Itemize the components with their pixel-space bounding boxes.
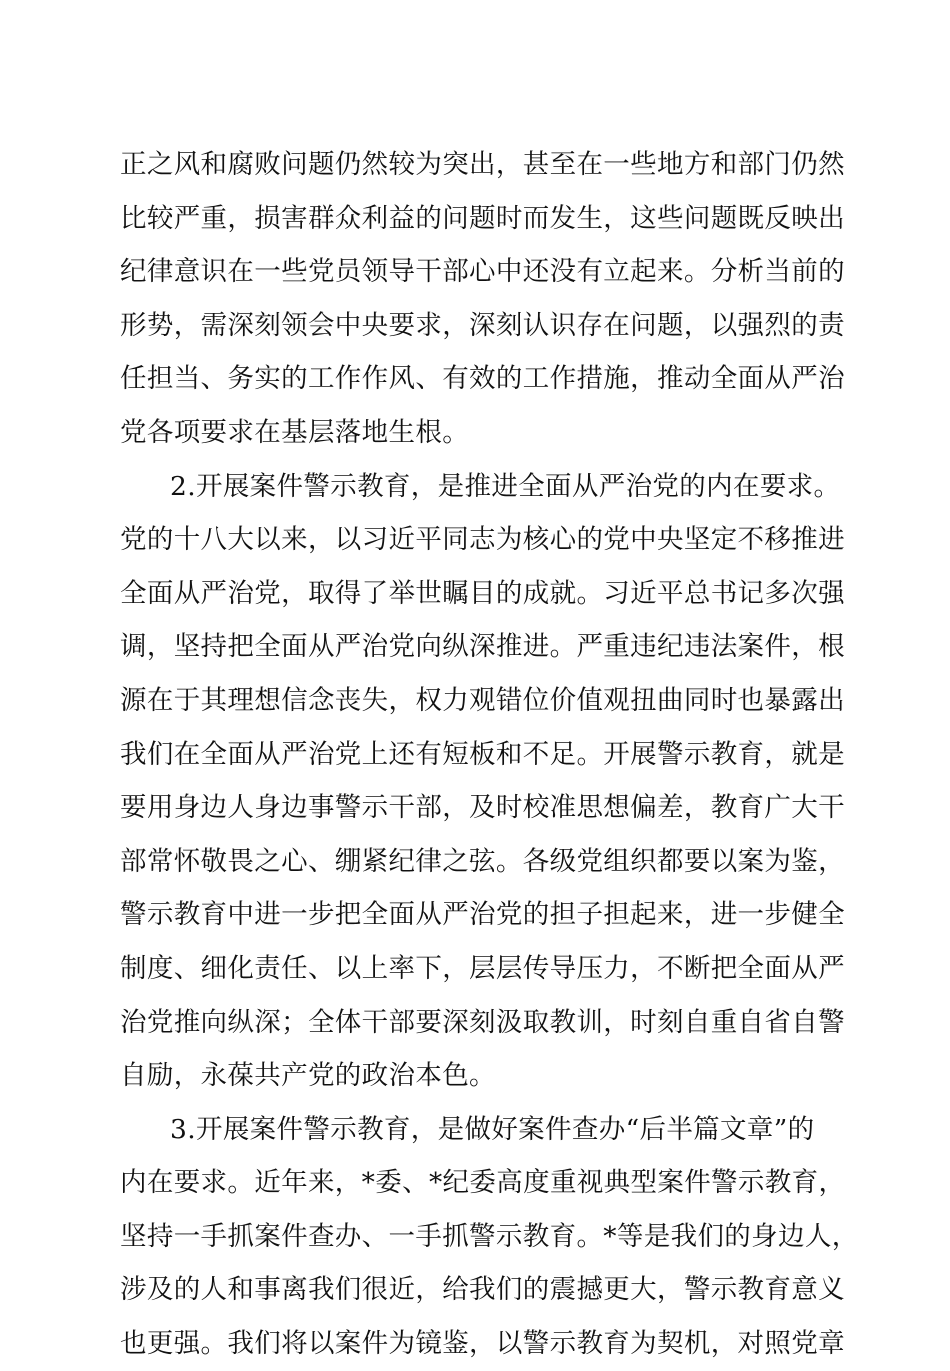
- text-line: 党各项要求在基层落地生根。: [120, 416, 470, 448]
- text-line: 治党推向纵深；全体干部要深刻汲取教训，时刻自重自省自警: [120, 1006, 845, 1038]
- text-line: 坚持一手抓案件查办、一手抓警示教育。*等是我们的身边人，: [120, 1220, 859, 1252]
- text-line: 全面从严治党，取得了举世瞩目的成就。习近平总书记多次强: [120, 577, 845, 609]
- text-line: 3.开展案件警示教育，是做好案件查办“后半篇文章”的: [170, 1113, 815, 1145]
- text-line: 部常怀敬畏之心、绷紧纪律之弦。各级党组织都要以案为鉴，: [120, 845, 845, 877]
- text-line: 正之风和腐败问题仍然较为突出，甚至在一些地方和部门仍然: [120, 149, 845, 180]
- text-line: 内在要求。近年来，*委、*纪委高度重视典型案件警示教育，: [120, 1167, 846, 1199]
- text-line: 任担当、务实的工作作风、有效的工作措施，推动全面从严治: [120, 363, 845, 395]
- text-line: 我们在全面从严治党上还有短板和不足。开展警示教育，就是: [120, 738, 845, 770]
- text-line: 要用身边人身边事警示干部，及时校准思想偏差，教育广大干: [120, 792, 845, 824]
- text-line: 调，坚持把全面从严治党向纵深推进。严重违纪违法案件，根: [120, 631, 845, 663]
- text-line: 纪律意识在一些党员领导干部心中还没有立起来。分析当前的: [120, 256, 845, 288]
- document-body-text: [120, 138, 859, 1371]
- text-line: 警示教育中进一步把全面从严治党的担子担起来，进一步健全: [120, 899, 845, 931]
- text-line: 制度、细化责任、以上率下，层层传导压力，不断把全面从严: [120, 952, 845, 984]
- text-line: 自励，永葆共产党的政治本色。: [120, 1060, 496, 1092]
- text-line: 2.开展案件警示教育，是推进全面从严治党的内在要求。: [170, 470, 841, 502]
- text-line: 也更强。我们将以案件为镜鉴，以警示教育为契机，对照党章: [120, 1328, 845, 1360]
- text-line: 形势，需深刻领会中央要求，深刻认识存在问题，以强烈的责: [120, 309, 845, 341]
- text-line: 比较严重，损害群众利益的问题时而发生，这些问题既反映出: [120, 202, 845, 234]
- text-line: 源在于其理想信念丧失，权力观错位价值观扭曲同时也暴露出: [120, 684, 845, 716]
- text-line: 党的十八大以来，以习近平同志为核心的党中央坚定不移推进: [120, 524, 845, 556]
- text-line: 涉及的人和事离我们很近，给我们的震撼更大，警示教育意义: [120, 1274, 845, 1306]
